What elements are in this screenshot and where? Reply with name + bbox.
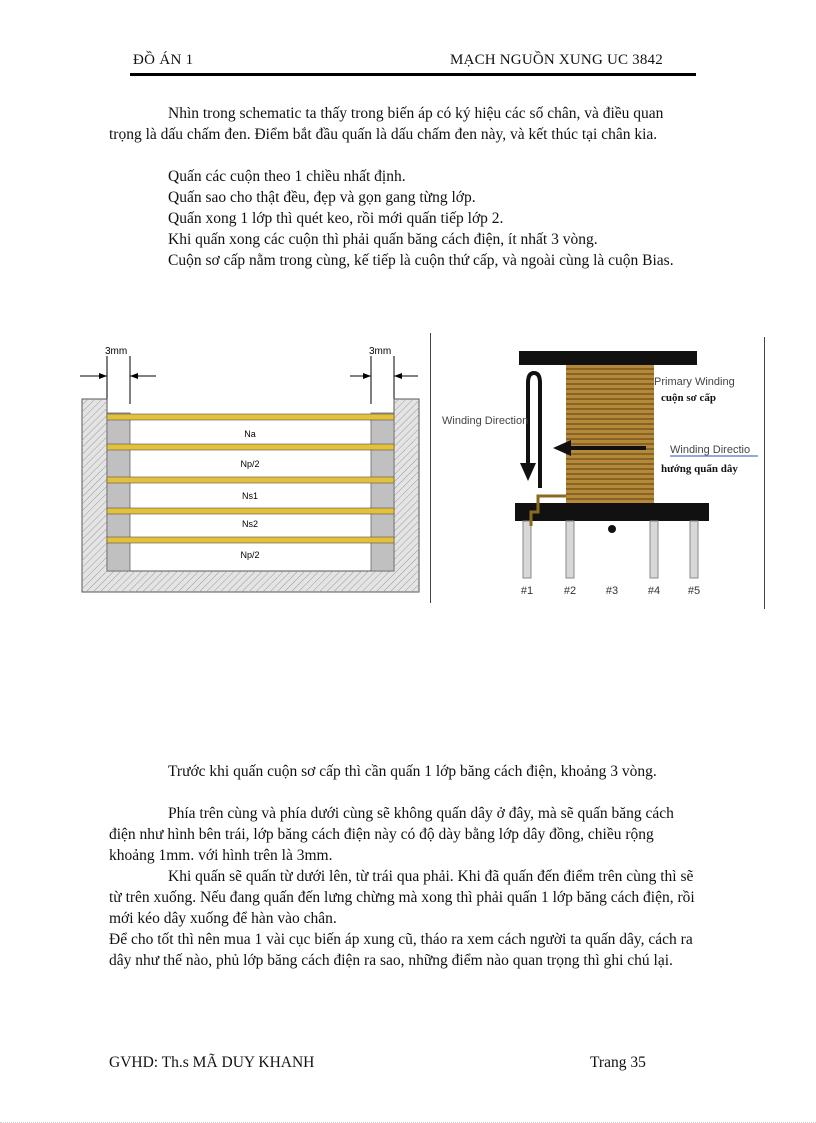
margin-right-label: 3mm: [369, 346, 392, 357]
top-flange: [519, 351, 697, 365]
layer-label-np-bottom: Np/2: [240, 550, 260, 560]
primary-winding-label: Primary Winding: [654, 376, 735, 388]
header-divider: [130, 73, 696, 76]
paragraph-2: Phía trên cùng và phía dưới cùng sẽ không quấn dây ở đây, mà sẽ quấn băng cách điện như hình bên trái, lớp băng cách điện này có độ dày bằng lớp dây đồng, chiều rộng khoảng 1mm. với hình trên là 3mm.: [109, 805, 674, 864]
pin-label-1: #1: [520, 585, 534, 597]
header-left: ĐỒ ÁN 1: [133, 52, 194, 68]
bullet-1: Quấn các cuộn theo 1 chiều nhất định.: [168, 168, 406, 185]
start-dot: [608, 525, 616, 533]
layer-label-np-top: Np/2: [240, 459, 260, 469]
pin-label-3: #3: [605, 585, 619, 597]
footer-advisor: GVHD: Th.s MÃ DUY KHANH: [109, 1054, 315, 1071]
winding-order-paragraph: Cuộn sơ cấp nằm trong cùng, kế tiếp là cuộn thứ cấp, và ngoài cùng là cuộn Bias.: [168, 252, 674, 269]
winding-direction-figure: [436, 336, 764, 606]
horizontal-direction-arrow: [553, 440, 571, 456]
bullet-2: Quấn sao cho thật đều, đẹp và gọn gang từng lớp.: [168, 189, 476, 206]
layer-label-na: Na: [244, 429, 256, 439]
pin-label-2: #2: [563, 585, 577, 597]
figure-divider-right: [764, 337, 765, 609]
pin-5: [690, 521, 698, 578]
bobbin-cross-section-figure: [80, 336, 424, 598]
margin-tape-right: [371, 413, 394, 571]
pin-1: [523, 521, 531, 578]
figure-divider-left: [430, 333, 431, 603]
winding-direction-label-2: Winding Directio: [670, 444, 751, 456]
paragraph-3: Khi quấn sẽ quấn từ dưới lên, từ trái qua phải. Khi đã quấn đến điểm trên cùng thì sẽ từ trên xuống. Nếu đang quấn đến lưng chừng mà xong thì phải quấn 1 lớp băng cách điện, rồi mới kéo dây xuống để hàn vào chân.: [109, 868, 695, 927]
bullet-4: Khi quấn xong các cuộn thì phải quấn băng cách điện, ít nhất 3 vòng.: [168, 231, 598, 248]
winding-direction-label: Winding Direction: [442, 415, 529, 427]
footer-page-number: Trang 35: [590, 1054, 646, 1071]
primary-winding-label-vn: cuộn sơ cấp: [661, 392, 716, 404]
header-right: MẠCH NGUỒN XUNG UC 3842: [450, 52, 663, 68]
pin-2: [566, 521, 574, 578]
winding-direction-label-vn: hướng quấn dây: [661, 463, 738, 475]
bottom-flange: [515, 503, 709, 521]
pin-label-5: #5: [687, 585, 701, 597]
bullet-3: Quấn xong 1 lớp thì quét keo, rồi mới quấn tiếp lớp 2.: [168, 210, 504, 227]
paragraph-1: Trước khi quấn cuộn sơ cấp thì cần quấn 1 lớp băng cách điện, khoảng 3 vòng.: [168, 763, 657, 780]
pin-label-4: #4: [647, 585, 661, 597]
margin-left-label: 3mm: [105, 346, 128, 357]
intro-paragraph: Nhìn trong schematic ta thấy trong biến áp có ký hiệu các số chân, và điều quan trọng là dấu chấm đen. Điểm bắt đầu quấn là dấu chấm đen này, và kết thúc tại chân kia.: [109, 105, 664, 143]
layer-label-ns2: Ns2: [241, 519, 259, 529]
margin-tape-left: [107, 413, 130, 571]
pin-4: [650, 521, 658, 578]
layer-label-ns1: Ns1: [241, 491, 259, 501]
paragraph-4: Để cho tốt thì nên mua 1 vài cục biến áp xung cũ, tháo ra xem cách người ta quấn dây, cách ra dây như thế nào, phủ lớp băng cách điện ra sao, những điểm nào quan trọng thì ghi chú lại.: [109, 931, 693, 969]
